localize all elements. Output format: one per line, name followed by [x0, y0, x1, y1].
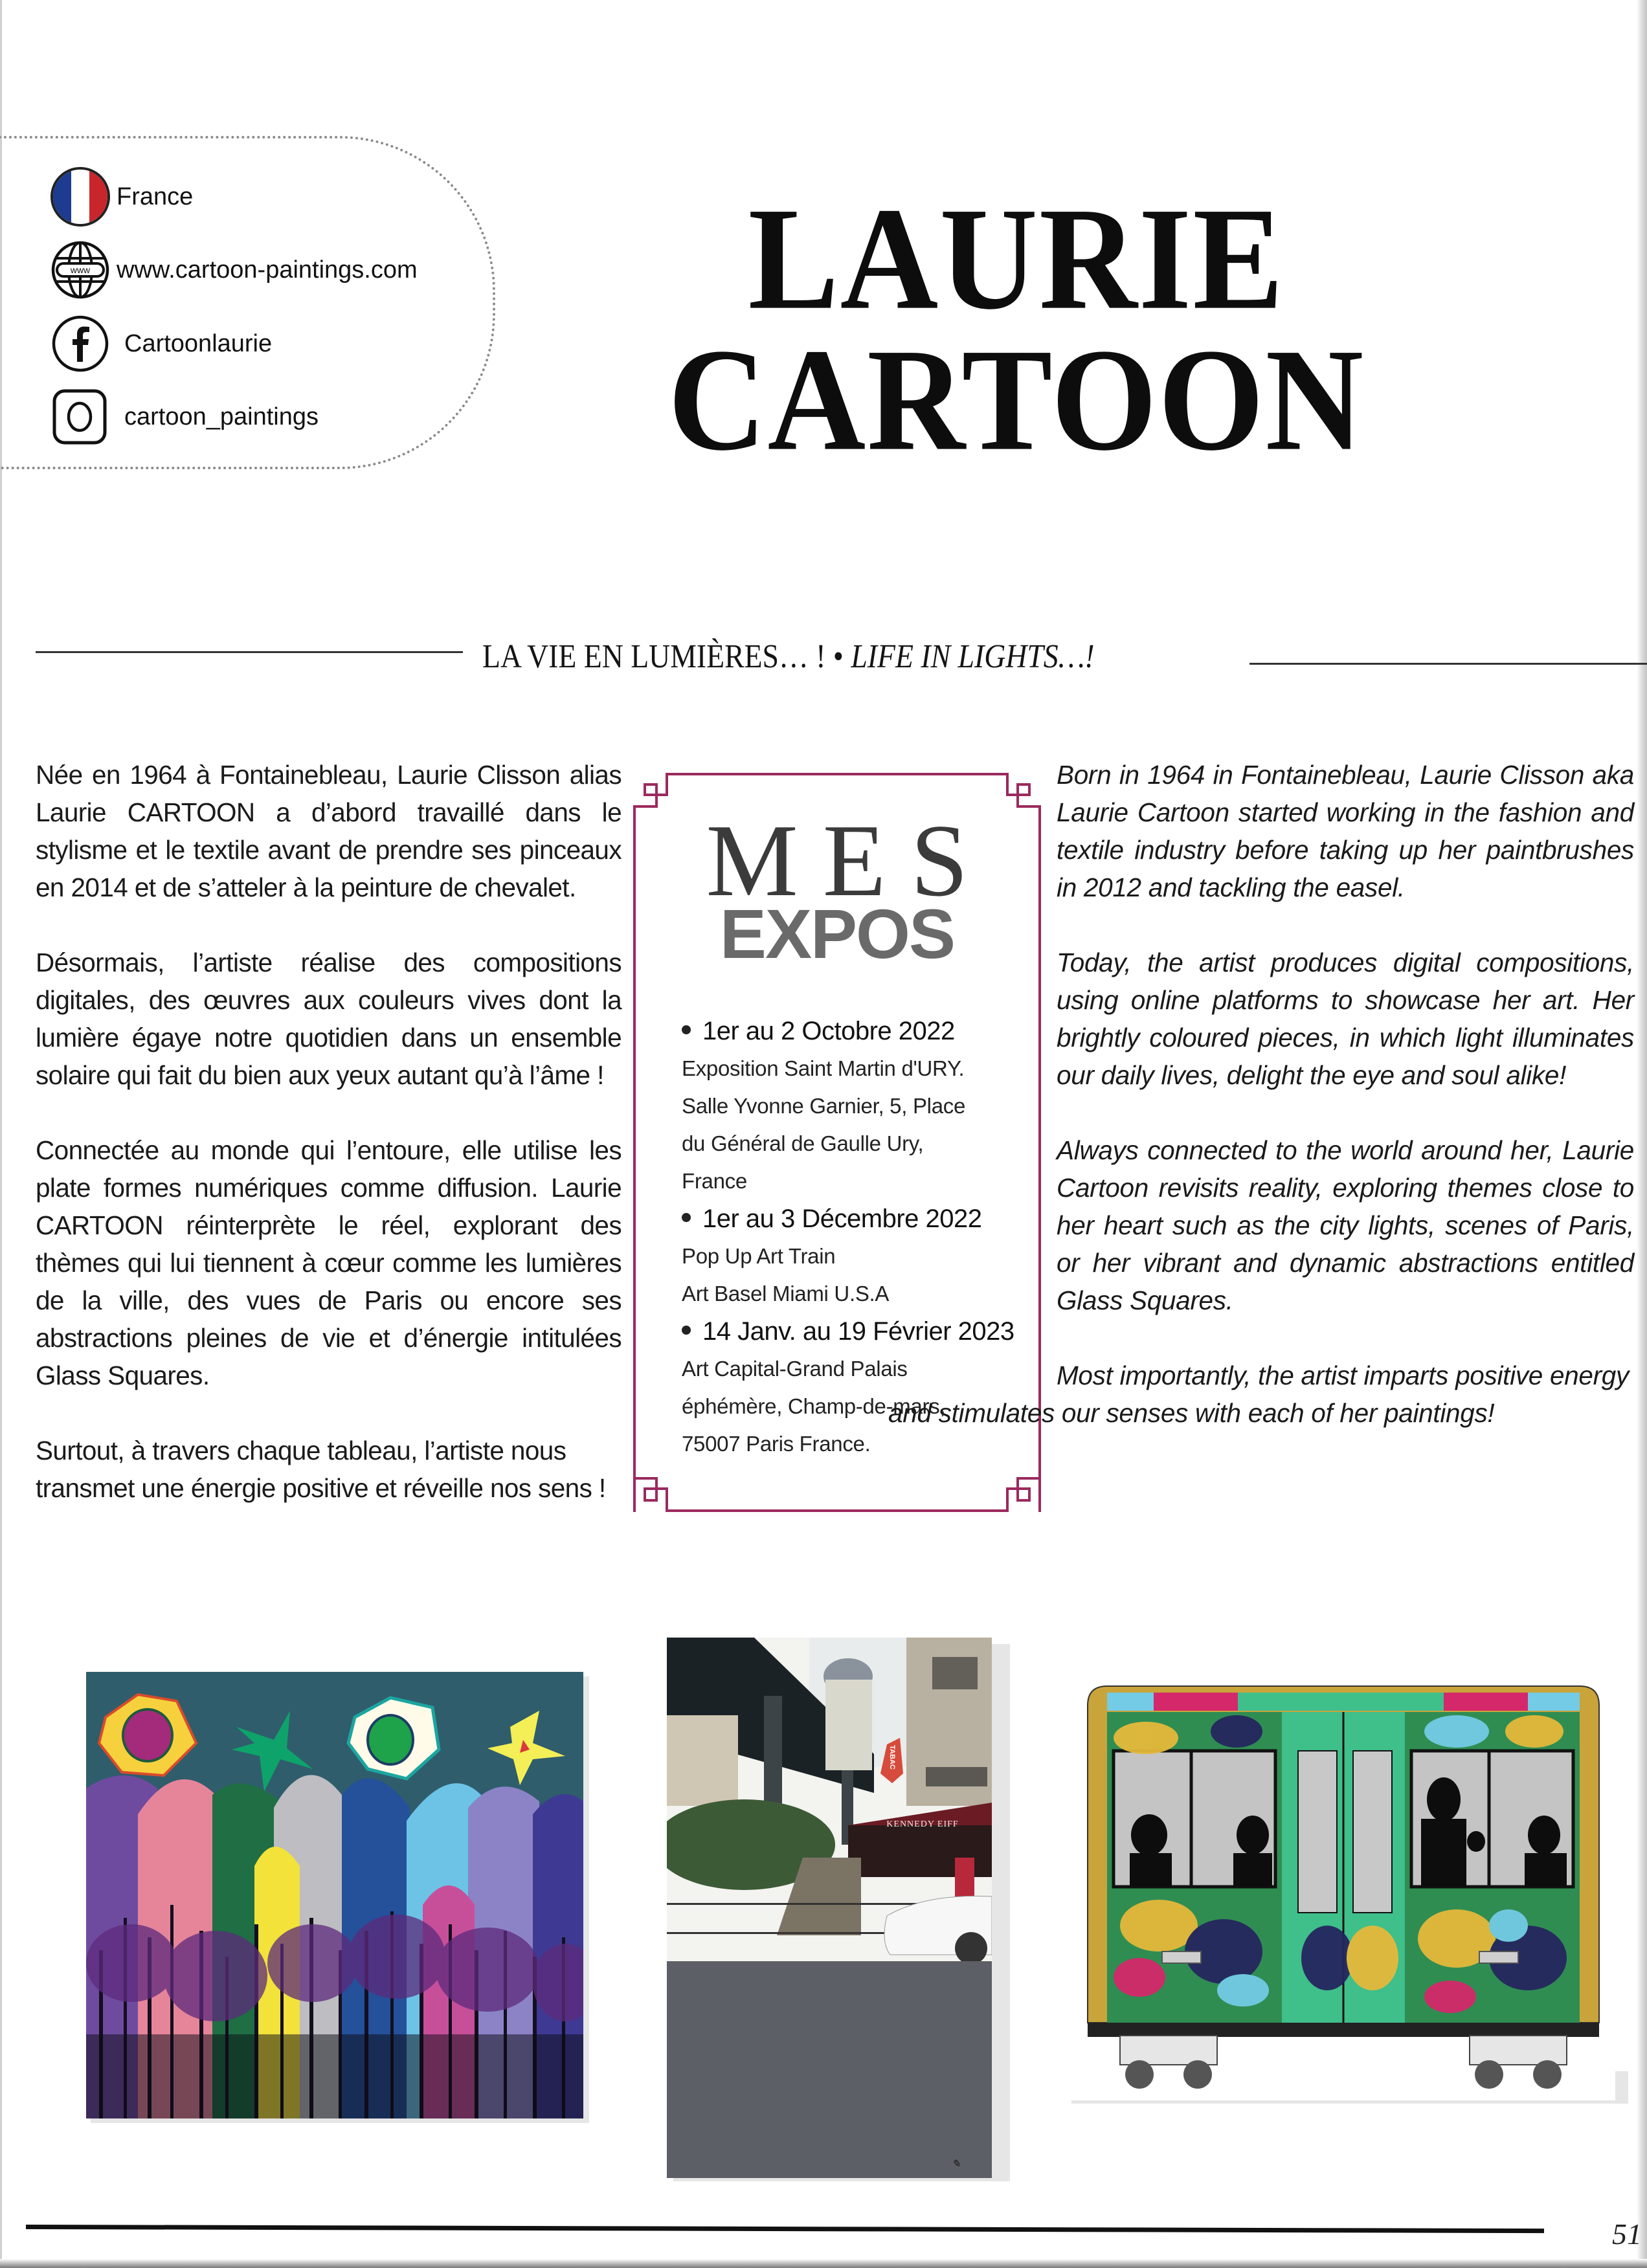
- instagram-handle[interactable]: cartoon_paintings: [124, 403, 319, 430]
- expo-date: 1er au 3 Décembre 2022: [702, 1205, 982, 1233]
- expos-heading-mes: MES: [706, 803, 993, 918]
- contact-instagram[interactable]: [50, 386, 319, 447]
- heading-rule-right: [1249, 663, 1647, 665]
- bullet-icon: [682, 1326, 691, 1335]
- facebook-handle[interactable]: Cartoonlaurie: [124, 329, 273, 357]
- english-paragraph: Most importantly, the artist imparts positive energy and stimulates our senses with each of her paintings!: [888, 1361, 1629, 1428]
- artwork-art-train: [1068, 1680, 1615, 2100]
- page-gutter-shadow: [1637, 0, 1647, 2268]
- expo-detail: Art Basel Miami U.S.A: [682, 1282, 890, 1306]
- expo-item: [682, 1200, 1018, 1313]
- expo-item: [682, 1012, 1018, 1200]
- title-line-2: CARTOON: [667, 318, 1365, 482]
- contact-website[interactable]: [50, 239, 418, 300]
- website-link[interactable]: www.cartoon-paintings.com: [117, 256, 418, 284]
- france-flag-icon: [50, 167, 110, 227]
- french-paragraph: Née en 1964 à Fontainebleau, Laurie Clisson alias Laurie CARTOON a d’abord travaillé dans le stylisme et le textile avant de prendre ses pinceaux en 2014 et de s’atteler à la peinture de chevalet.: [36, 760, 622, 902]
- english-column: [888, 756, 1634, 1469]
- contact-country: [50, 166, 193, 227]
- art-train-painting: [1068, 1680, 1615, 2100]
- expo-detail: Salle Yvonne Garnier, 5, Place: [682, 1094, 966, 1118]
- expo-detail: Exposition Saint Martin d'URY.: [682, 1056, 965, 1080]
- awning-text: KENNEDY EIFF: [886, 1819, 959, 1829]
- title-line-1: LAURIE: [748, 177, 1285, 340]
- english-paragraph: Today, the artist produces digital compositions, using online platforms to showcase her art. Her brightly coloured pieces, in which light illuminates our daily lives, delight the eye and soul alike!: [1057, 948, 1634, 1090]
- section-heading-fr: LA VIE EN LUMIÈRES… ! •: [482, 638, 844, 675]
- heading-rule-left: [36, 651, 463, 653]
- bullet-icon: [682, 1025, 691, 1034]
- english-paragraph: Always connected to the world around her, Laurie Cartoon revisits reality, exploring themes close to her heart such as the city lights, scenes of Paris, or her vibrant and dynamic abstractions entitled Glass Squares.: [1057, 1135, 1634, 1315]
- artist-signature: ✎: [952, 2159, 961, 2170]
- expo-date: 1er au 2 Octobre 2022: [702, 1017, 955, 1045]
- artist-name-title: [596, 177, 1437, 482]
- expo-detail: France: [682, 1169, 747, 1193]
- page-bottom-shadow: [0, 2259, 1647, 2268]
- section-heading: [482, 638, 1143, 676]
- page-number: 51: [1612, 2218, 1642, 2251]
- facebook-icon: [50, 314, 110, 373]
- french-paragraph: Désormais, l’artiste réalise des compositions digitales, des œuvres aux couleurs vives dont la lumière égaye notre quotidien dans un ensemble solaire qui fait du bien aux yeux autant qu’à l’âme !: [36, 948, 622, 1090]
- instagram-icon: [50, 387, 110, 447]
- contact-facebook[interactable]: [50, 313, 272, 374]
- bullet-icon: [682, 1213, 691, 1222]
- globe-www-icon: [50, 240, 110, 300]
- expo-detail: Art Capital-Grand Palais: [682, 1357, 908, 1381]
- www-icon-text: www: [70, 265, 91, 275]
- tabac-sign-text: TABAC: [888, 1745, 896, 1770]
- french-paragraph: Connectée au monde qui l’entoure, elle utilise les plate formes numériques comme diffusion. Laurie CARTOON réinterprète le réel, explorant des thèmes qui lui tiennent à cœur comme les lumières de la ville, des vues de Paris ou encore ses abstractions pleines de vie et d’énergie intitulées Glass Squares.: [36, 1135, 622, 1390]
- abstract-forest-painting: [86, 1672, 583, 2118]
- paris-street-painting: [667, 1638, 992, 2178]
- artwork-abstract-forest: [86, 1672, 583, 2118]
- french-paragraph: Surtout, à travers chaque tableau, l’artiste nous transmet une énergie positive et réveille nos sens !: [36, 1436, 606, 1503]
- artwork-paris-street: [667, 1638, 992, 2178]
- expo-date: 14 Janv. au 19 Février 2023: [702, 1317, 1014, 1346]
- section-heading-en: LIFE IN LIGHTS…!: [851, 638, 1095, 675]
- country-label: France: [117, 183, 194, 210]
- french-column: [36, 756, 622, 1544]
- english-paragraph: Born in 1964 in Fontainebleau, Laurie Clisson aka Laurie Cartoon started working in the fashion and textile industry before taking up her paintbrushes in 2012 and tackling the easel.: [1057, 760, 1634, 902]
- expo-detail: Pop Up Art Train: [682, 1244, 836, 1268]
- expo-detail: 75007 Paris France.: [682, 1432, 871, 1456]
- expo-detail: éphémère, Champ-de-mars,: [682, 1394, 946, 1418]
- expo-detail: du Général de Gaulle Ury,: [682, 1131, 924, 1155]
- expos-heading-expos: EXPOS: [719, 895, 955, 973]
- footer-rule: [26, 2225, 1544, 2233]
